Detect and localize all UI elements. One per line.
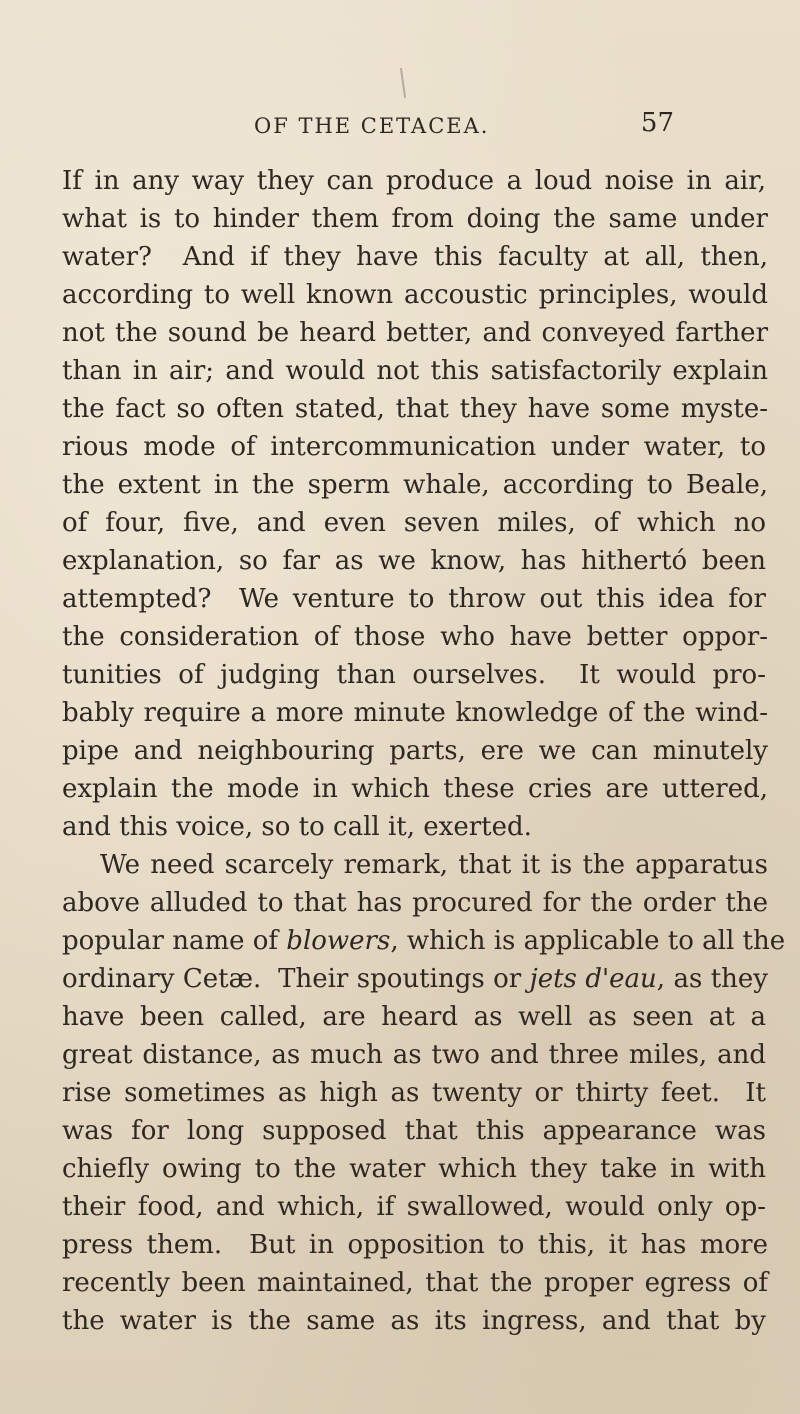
- text-line: explanation, so far as we know, has hithertó been: [62, 546, 766, 576]
- text-line: pipe and neighbouring parts, ere we can minutely: [62, 736, 768, 766]
- italic-term-jets-deau: jets d'eau: [529, 964, 657, 994]
- text-line: the consideration of those who have better oppor-: [62, 622, 768, 652]
- text-line: the fact so often stated, that they have some myste-: [62, 394, 768, 424]
- text-line: not the sound be heard better, and conveyed farther: [62, 318, 768, 348]
- text-line: the water is the same as its ingress, and that by: [62, 1306, 766, 1336]
- text-line: attempted? We venture to throw out this idea for: [62, 584, 766, 614]
- text-line: We need scarcely remark, that it is the apparatus: [100, 850, 768, 880]
- text-line: water? And if they have this faculty at all, then,: [62, 242, 768, 272]
- italic-term-blowers: blowers: [286, 926, 391, 956]
- text-line-with-italic: ordinary Cetæ. Their spoutings or jets d'eau, as they: [62, 964, 768, 994]
- text-line: press them. But in opposition to this, it has more: [62, 1230, 768, 1260]
- text-line: rious mode of intercommunication under water, to: [62, 432, 766, 462]
- margin-mark: [400, 68, 406, 98]
- text-line: according to well known accoustic principles, would: [62, 280, 768, 310]
- text-line: recently been maintained, that the proper egress of: [62, 1268, 768, 1298]
- text-line: above alluded to that has procured for the order the: [62, 888, 768, 918]
- text-line: than in air; and would not this satisfactorily explain: [62, 356, 768, 386]
- text-line: what is to hinder them from doing the same under: [62, 204, 768, 234]
- text-line: rise sometimes as high as twenty or thirty feet. It: [62, 1078, 766, 1108]
- text-line: the extent in the sperm whale, according to Beale,: [62, 470, 768, 500]
- text-line: of four, five, and even seven miles, of which no: [62, 508, 766, 538]
- text-line: their food, and which, if swallowed, would only op-: [62, 1192, 766, 1222]
- text-line: have been called, are heard as well as seen at a: [62, 1002, 766, 1032]
- text-line-with-italic: popular name of blowers, which is applicable to all the: [62, 926, 786, 956]
- text-line: If in any way they can produce a loud noise in air,: [62, 166, 766, 196]
- text-line: and this voice, so to call it, exerted.: [62, 812, 532, 842]
- text-line: chiefly owing to the water which they take in with: [62, 1154, 766, 1184]
- page-number: 57: [640, 108, 674, 138]
- text-line: tunities of judging than ourselves. It would pro-: [62, 660, 766, 690]
- text-line: bably require a more minute knowledge of the wind-: [62, 698, 768, 728]
- running-head-title: OF THE CETACEA.: [254, 114, 490, 138]
- running-head: [254, 108, 674, 148]
- text-line: great distance, as much as two and three miles, and: [62, 1040, 766, 1070]
- text-line: was for long supposed that this appearance was: [62, 1116, 766, 1146]
- text-line: explain the mode in which these cries are uttered,: [62, 774, 768, 804]
